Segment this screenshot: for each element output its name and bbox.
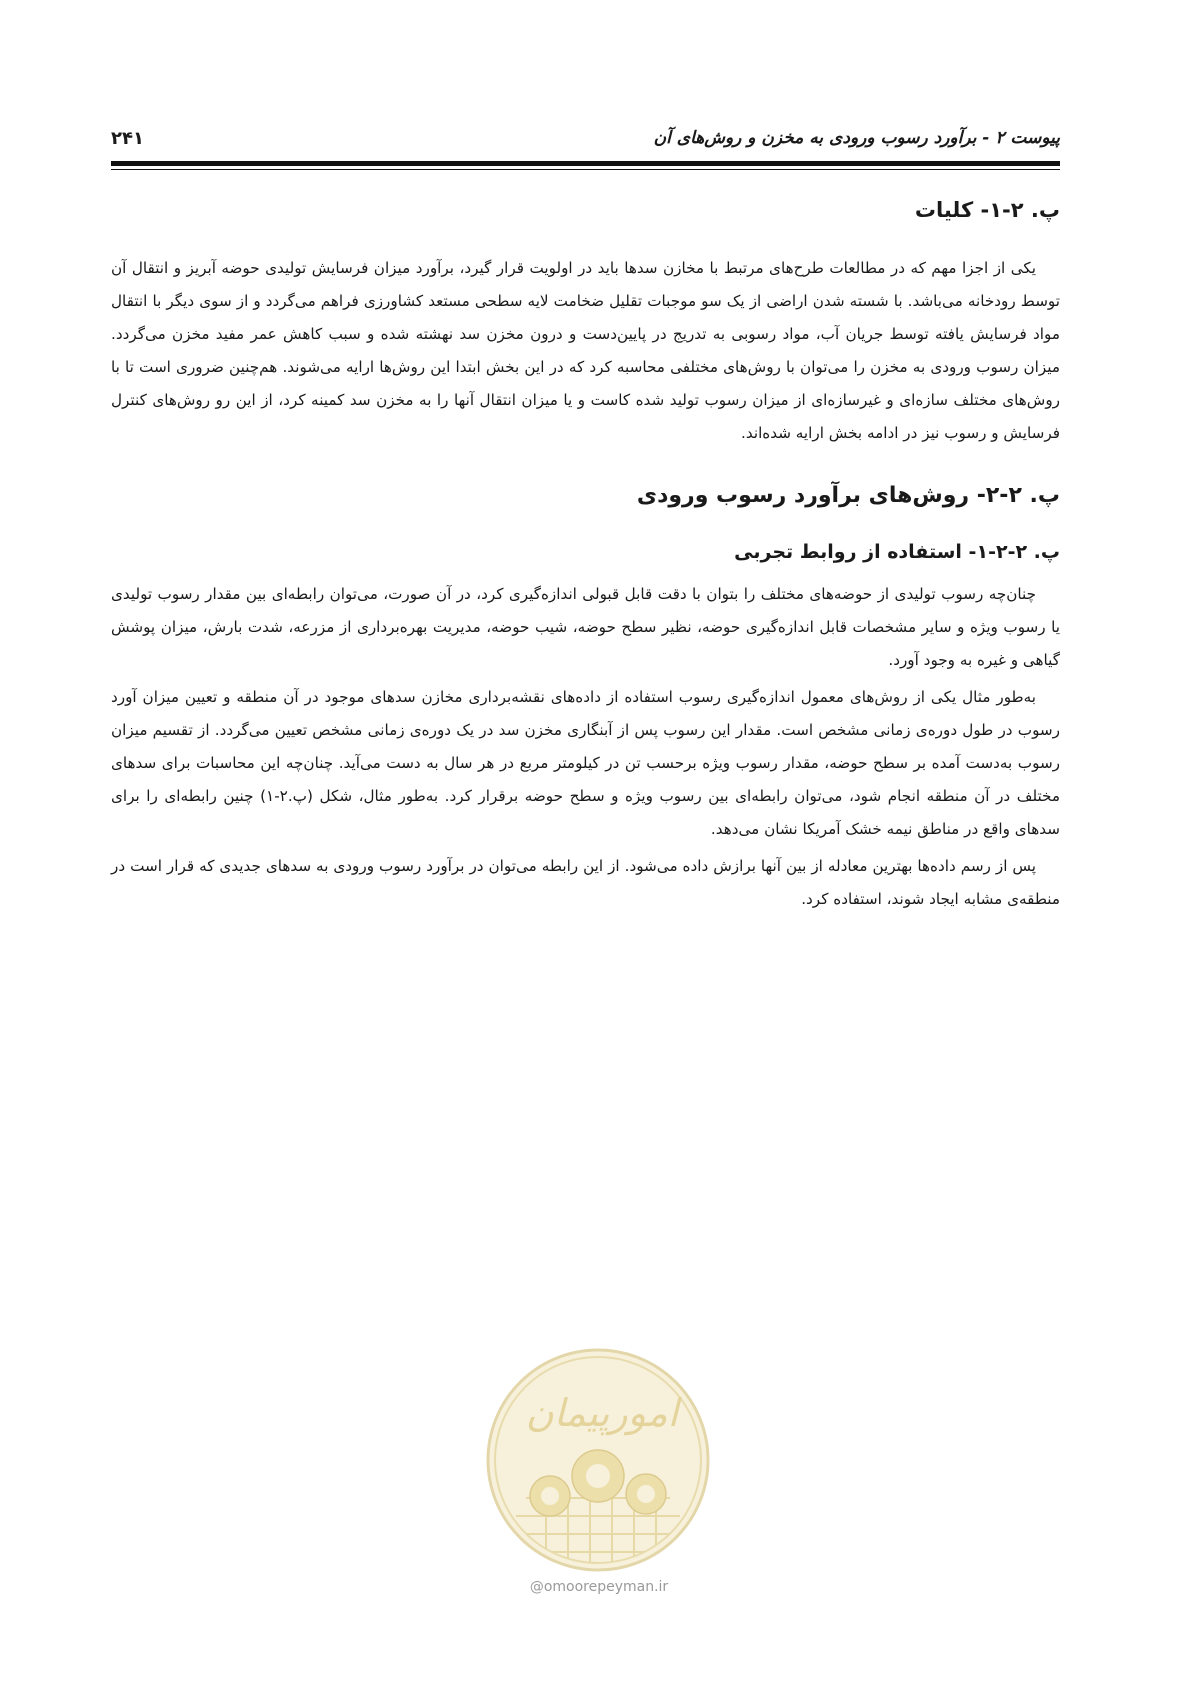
section-heading-general: پ. ۲-۱- کلیات xyxy=(914,198,1060,222)
watermark-logo xyxy=(486,1348,710,1572)
subsection-heading-empirical: پ. ۲-۲-۱- استفاده از روابط تجربی xyxy=(734,541,1060,563)
section-heading-methods: پ. ۲-۲- روش‌های برآورد رسوب ورودی xyxy=(636,483,1060,508)
header-rule-thin xyxy=(111,169,1060,170)
page-number: ۲۴۱ xyxy=(111,128,144,149)
running-header xyxy=(111,128,1060,158)
watermark-url: @omoorepeyman.ir xyxy=(529,1579,669,1595)
header-rule-thick xyxy=(111,161,1060,166)
body-content xyxy=(111,188,1060,916)
paragraph-general: یکی از اجزا مهم که در مطالعات طرح‌های مرتبط با مخازن سدها باید در اولویت قرار گیرد، برآورد میزان فرسایش تولیدی حوضه آبریز و انتقال آن توسط رودخانه می‌باشد. با شسته شدن اراضی از یک سو موجبات تقلیل ضخامت لایه سطحی مستعد کشاورزی فراهم می‌گردد و از سوی دیگر با انتقال مواد فرسایش یافته توسط جریان آب، مواد رسوبی به تدریج در پایین‌دست و درون مخزن سد نهشته شده و سبب کاهش عمر مفید مخزن می‌گردد. میزان رسوب ورودی به مخزن را می‌توان با روش‌های مختلفی محاسبه کرد که در این بخش ابتدا این روش‌ها ارایه می‌شوند. هم‌چنین ضروری است تا با روش‌های مختلف سازه‌ای و غیرسازه‌ای از میزان رسوب تولید شده کاست و یا میزان انتقال آنها را به مخزن سد کمینه کرد، از این رو روش‌های کنترل فرسایش و رسوب نیز در ادامه بخش ارایه شده‌اند. xyxy=(111,259,1060,442)
paragraph-empirical-2: به‌طور مثال یکی از روش‌های معمول اندازه‌گیری رسوب استفاده از داده‌های نقشه‌برداری مخازن سدهای موجود در آن منطقه و تعیین میزان آورد رسوب در طول دوره‌ی زمانی مشخص است. مقدار این رسوب پس از آبنگاری مخزن سد در یک دوره‌ی زمانی مشخص تعیین می‌گردد. از تقسیم میزان رسوب به‌دست آمده بر سطح حوضه، مقدار رسوب ویژه برحسب تن در کیلومتر مربع در هر سال به دست می‌آید. چنان‌چه این محاسبات برای سدهای مختلف در آن منطقه انجام شود، می‌توان رابطه‌ای بین رسوب ویژه و سطح حوضه برقرار کرد. به‌طور مثال، شکل (پ.۲-۱) چنین رابطه‌ای را برای سدهای واقع در مناطق نیمه خشک آمریکا نشان می‌دهد. xyxy=(111,688,1060,838)
header-title: پیوست ۲ - برآورد رسوب ورودی به مخزن و روش‌های آن xyxy=(653,128,1060,148)
paragraph-empirical-1: چنان‌چه رسوب تولیدی از حوضه‌های مختلف را بتوان با دقت قابل قبولی اندازه‌گیری کرد، در آن صورت، می‌توان رابطه‌ای بین مقدار رسوب تولیدی یا رسوب ویژه و سایر مشخصات قابل اندازه‌گیری حوضه، نظیر سطح حوضه، شیب حوضه، مدیریت بهره‌برداری از مزرعه، شدت بارش، میزان پوشش گیاهی و غیره به وجود آورد. xyxy=(111,585,1060,669)
paragraph-empirical-3: پس از رسم داده‌ها بهترین معادله از بین آنها برازش داده می‌شود. از این رابطه می‌توان در برآورد رسوب ورودی به سدهای جدیدی که قرار است در منطقه‌ی مشابه ایجاد شوند، استفاده کرد. xyxy=(111,857,1060,908)
watermark-logo-text: امورپیمان xyxy=(525,1391,679,1435)
